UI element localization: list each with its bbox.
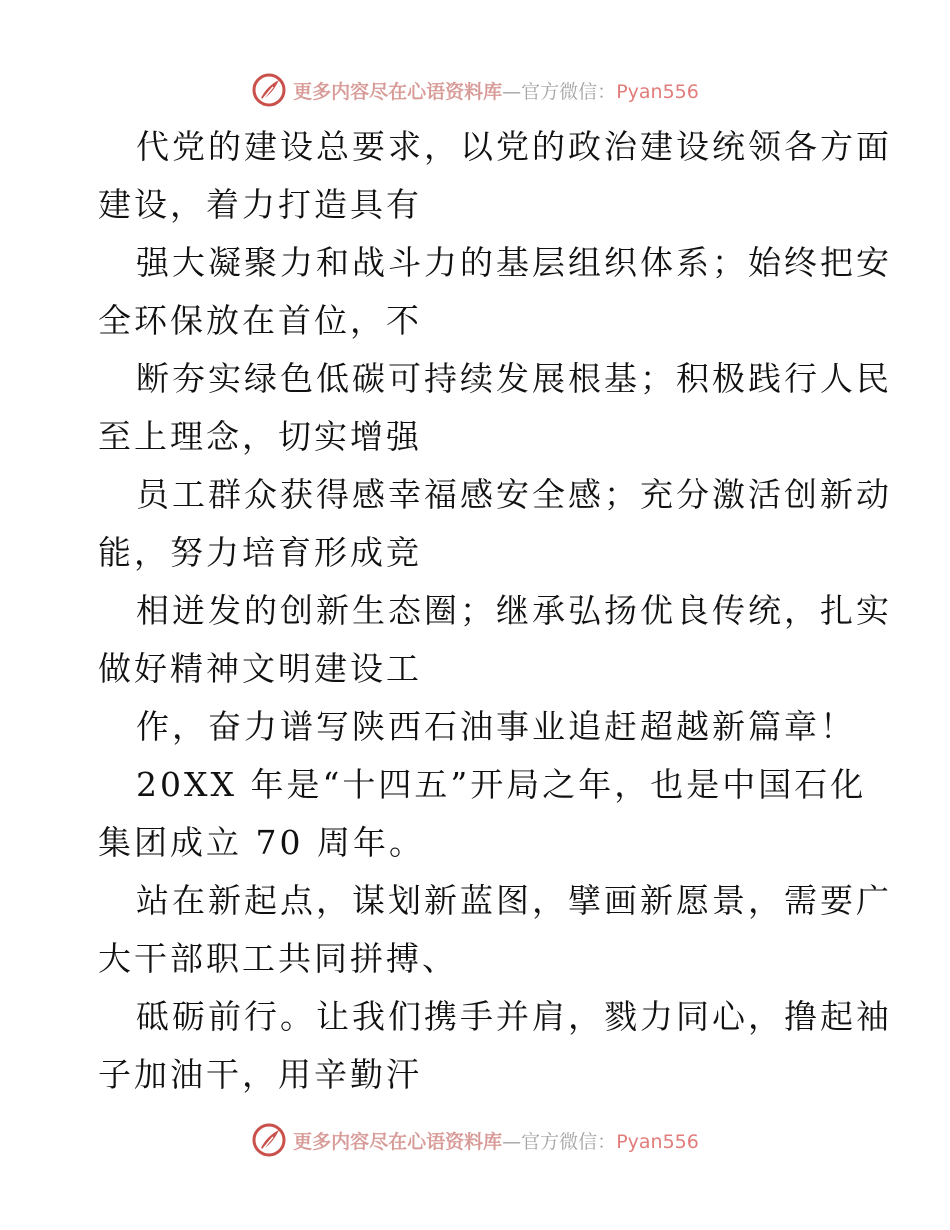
paragraph-line: 代党的建设总要求，以党的政治建设统领各方面 [136, 127, 892, 166]
paragraph-line: 砥砺前行。让我们携手并肩，戮力同心，撸起袖 [136, 997, 892, 1036]
paragraph [98, 118, 892, 234]
banner-wechat-id: Pyan556 [616, 1130, 699, 1153]
banner-dash-text: —官方微信： [502, 80, 617, 103]
footer-banner [0, 1118, 950, 1162]
banner-wechat-id: Pyan556 [616, 80, 699, 103]
banner-main-text: 更多内容尽在心语资料库 [293, 80, 503, 103]
paragraph-line: 站在新起点，谋划新蓝图，擘画新愿景，需要广 [136, 881, 892, 920]
paragraph-line: 作，奋力谱写陕西石油事业追赶超越新篇章！ [136, 707, 856, 746]
paragraph [98, 350, 892, 466]
paragraph [98, 756, 867, 872]
paragraph-line: 子加油干，用辛勤汗 [98, 1055, 422, 1094]
paragraph [98, 698, 858, 756]
feather-pen-logo-icon [251, 1122, 287, 1158]
paragraph [98, 234, 892, 350]
paragraph-line: 20XX 年是“十四五”开局之年，也是中国石化 [136, 765, 867, 804]
paragraph-line: 相迸发的创新生态圈；继承弘扬优良传统，扎实 [136, 591, 892, 630]
paragraph [98, 466, 892, 582]
paragraph [98, 988, 892, 1104]
paragraph-line: 强大凝聚力和战斗力的基层组织体系；始终把安 [136, 243, 892, 282]
paragraph [98, 872, 892, 988]
paragraph-line: 大干部职工共同拼搏、 [98, 939, 458, 978]
paragraph-line: 集团成立 70 周年。 [98, 823, 425, 862]
paragraph-line: 全环保放在首位，不 [98, 301, 422, 340]
banner-text [293, 1127, 699, 1154]
paragraph-line: 断夯实绿色低碳可持续发展根基；积极践行人民 [136, 359, 892, 398]
banner-main-text: 更多内容尽在心语资料库 [293, 1130, 503, 1153]
paragraph-line: 做好精神文明建设工 [98, 649, 422, 688]
paragraph-line: 能，努力培育形成竞 [98, 533, 422, 572]
paragraph [98, 582, 892, 698]
paragraph-line: 建设，着力打造具有 [98, 185, 422, 224]
document-body [98, 118, 892, 1104]
banner-text [293, 77, 699, 104]
feather-pen-logo-icon [251, 72, 287, 108]
paragraph-line: 员工群众获得感幸福感安全感；充分激活创新动 [136, 475, 892, 514]
banner-dash-text: —官方微信： [502, 1130, 617, 1153]
paragraph-line: 至上理念，切实增强 [98, 417, 422, 456]
header-banner [0, 68, 950, 112]
